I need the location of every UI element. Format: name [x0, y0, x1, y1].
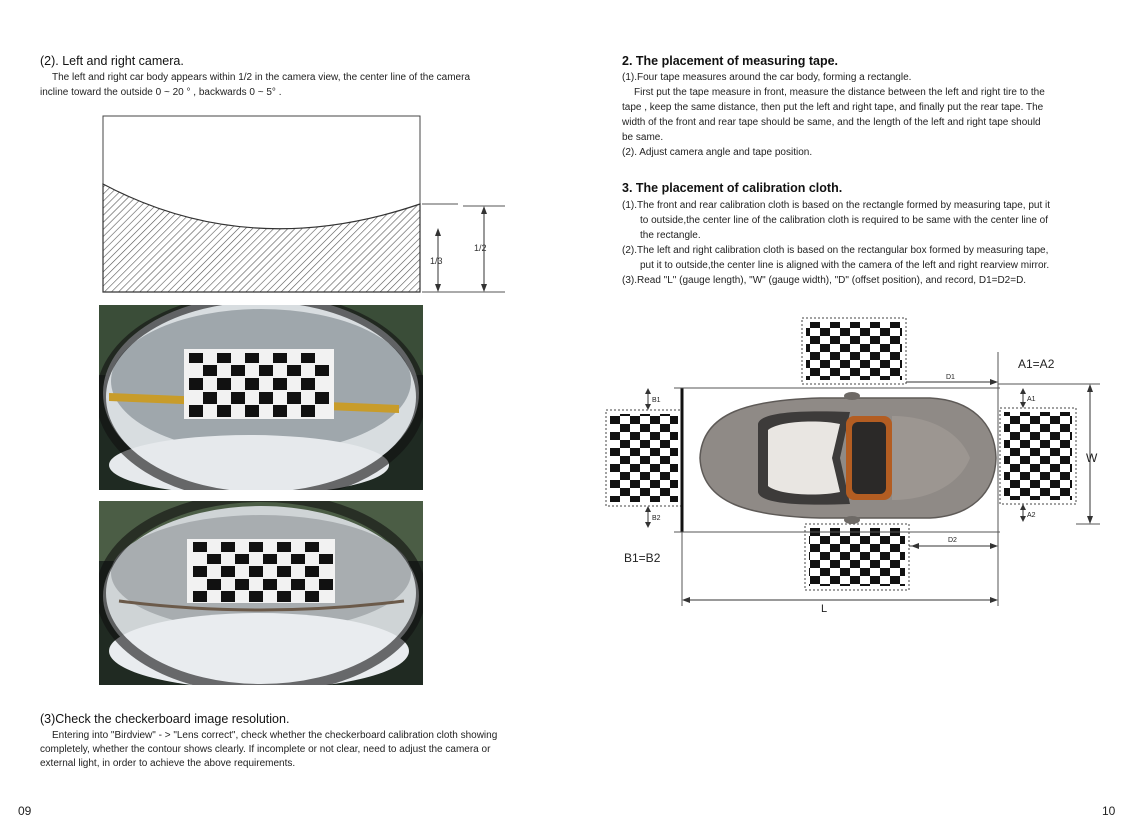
calibration-placement-figure [600, 312, 1115, 617]
tape-line-1: (1).Four tape measures around the car body, forming a rectangle. [622, 72, 912, 83]
resolution-text-line3: external light, in order to achieve the above requirements. [40, 758, 296, 769]
label-half: 1/2 [474, 243, 487, 253]
resolution-text-line1: Entering into "Birdview" - > "Lens correct", check whether the checkerboard calibration cloth showing [52, 730, 498, 741]
resolution-text-line2: completely, whether the contour shows clearly. If incomplete or not clear, need to adjust the camera or [40, 744, 491, 755]
cloth-line-3: the rectangle. [640, 230, 701, 241]
car-top-view [700, 392, 996, 524]
tape-line-4: width of the front and rear tape should be same, and the length of the left and right tape should [622, 117, 1041, 128]
tape-line-5: be same. [622, 132, 664, 143]
label-a2: A2 [1027, 512, 1036, 519]
cloth-line-5: put it to outside,the center line is aligned with the camera of the left and right rearview mirror. [640, 260, 1050, 271]
label-b2: B2 [652, 515, 661, 522]
left-camera-text-line1: The left and right car body appears within 1/2 in the camera view, the center line of the camera [52, 72, 471, 83]
label-a1: A1 [1027, 396, 1036, 403]
label-l: L [821, 603, 828, 615]
tape-placement-heading: 2. The placement of measuring tape. [622, 54, 839, 68]
cloth-placement-heading: 3. The placement of calibration cloth. [622, 181, 843, 195]
tape-line-3: tape , keep the same distance, then put the left and right tape, and finally put the rear tape. The [622, 102, 1044, 113]
label-a1-eq-a2: A1=A2 [1018, 357, 1055, 371]
label-w: W [1086, 451, 1098, 465]
page-number-left: 09 [18, 804, 32, 818]
page-number-right: 10 [1102, 804, 1116, 818]
camera-image-right [99, 501, 423, 685]
camera-image-left [99, 305, 423, 490]
cloth-line-1: (1).The front and rear calibration cloth is based on the rectangle formed by measuring tape, put it [622, 200, 1051, 211]
resolution-check-heading: (3)Check the checkerboard image resolution. [40, 712, 290, 726]
camera-view-diagram [100, 112, 510, 297]
label-d1: D1 [946, 374, 955, 381]
cloth-line-6: (3).Read "L" (gauge length), "W" (gauge width), "D" (offset position), and record, D1=D2=D. [622, 275, 1027, 286]
tape-line-6: (2). Adjust camera angle and tape position. [622, 147, 813, 158]
left-camera-text-line2: incline toward the outside 0 ~ 20 ° , backwards 0 ~ 5° . [40, 87, 282, 98]
left-camera-heading: (2). Left and right camera. [40, 54, 184, 68]
label-one-third: 1/3 [430, 256, 443, 266]
tape-line-2: First put the tape measure in front, measure the distance between the left and right tire to the [634, 87, 1045, 98]
cloth-line-4: (2).The left and right calibration cloth is based on the rectangular box formed by measuring tape, [622, 245, 1049, 256]
label-d2: D2 [948, 537, 957, 544]
label-b1: B1 [652, 397, 661, 404]
label-b1-eq-b2: B1=B2 [624, 551, 661, 565]
cloth-line-2: to outside,the center line of the calibration cloth is required to be same with the center line of [640, 215, 1049, 226]
